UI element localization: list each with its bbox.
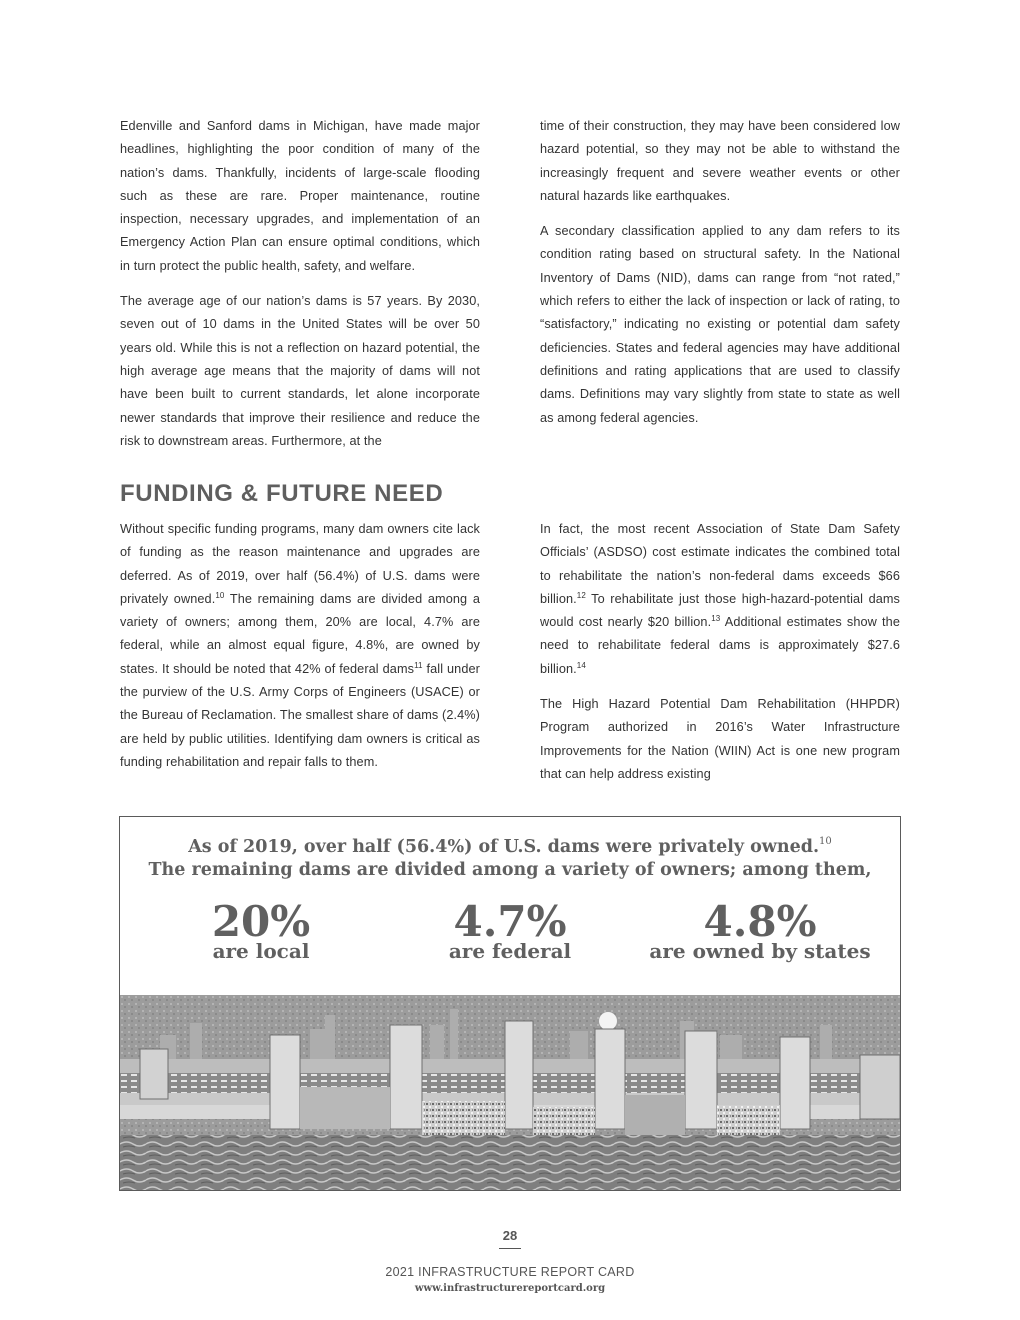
dam-illustration <box>120 995 900 1190</box>
stat-value: 20% <box>211 897 311 946</box>
stat-label: are local <box>212 939 310 963</box>
stat-states <box>630 897 890 963</box>
text-run: fall under the purview of the U.S. Army Corps of Engineers (USACE) or the Bureau of Reclamation. The smallest share of dams (2.4%) are held by public utilities. Identifying dam owners is critical as funding rehabilitation and repair falls to them. <box>120 661 480 769</box>
text-run: In fact, the most recent Association of State Dam Safety Officials’ (ASDSO) cost estimate indicates the combined total to rehabilitate the nation’s non-federal dams exceeds $66 billion. <box>540 522 900 606</box>
callout-text-panel <box>120 817 900 995</box>
stat-local <box>131 897 391 963</box>
paragraph: A secondary classification applied to any dam refers to its condition rating based on structural safety. In the National Inventory of Dams (NID), dams can range from “not rated,” which refers to either the lack of inspection or lack of rating, to “satisfactory,” indicating no existing or potential dam safety deficiencies. States and federal agencies may have additional definitions and rating applications that are used to classify dams. Definitions may vary slightly from state to state as well as among federal agencies. <box>540 224 900 425</box>
text-run: The remaining dams are divided among a variety of owners; among them, 20% are local, 4.7% are federal, while an almost equal figure, 4.8%, are owned by states. It should be noted that 42% of federal dams <box>120 591 481 676</box>
report-title: 2021 INFRASTRUCTURE REPORT CARD <box>385 1265 635 1279</box>
paragraph: The High Hazard Potential Dam Rehabilitation (HHPDR) Program authorized in 2016’s Water Infrastructure Improvements for the Nation (WIIN) Act is one new program that can help address existing <box>540 697 900 781</box>
paragraph: time of their construction, they may have been considered low hazard potential, so they may not be able to withstand the increasingly frequent and severe weather events or other natural hazards like earthquakes. <box>540 119 900 203</box>
footnote-ref: 13 <box>711 614 721 624</box>
report-url: www.infrastructurereportcard.org <box>414 1283 606 1294</box>
footnote-ref: 10 <box>215 590 225 600</box>
paragraph: The average age of our nation’s dams is 57 years. By 2030, seven out of 10 dams in the United States will be over 50 years old. While this is not a reflection on hazard potential, the high average age means that the majority of dams will not have been built to current standards, let alone incorporate newer standards that improve their resilience and reduce the risk to downstream areas. Furthermore, at the <box>120 294 480 448</box>
text-run: To rehabilitate just those high-hazard-potential dams would cost nearly $20 billion. <box>540 591 900 630</box>
section-heading: FUNDING & FUTURE NEED <box>120 480 444 507</box>
paragraph: Edenville and Sanford dams in Michigan, have made major headlines, highlighting the poor condition of many of the nation’s dams. Thankfully, incidents of large-scale flooding such as these are rare. Proper maintenance, routine inspection, necessary upgrades, and implementation of an Emergency Action Plan can ensure optimal conditions, which in turn protect the public health, safety, and welfare. <box>120 119 480 273</box>
callout-line-2: The remaining dams are divided among a variety of owners; among them, <box>148 860 872 880</box>
stat-label: are owned by states <box>649 939 871 963</box>
footnote-ref: 12 <box>576 590 586 600</box>
text-run: Additional estimates show the need to rehabilitate federal dams is approximately $27.6 billion. <box>540 615 900 676</box>
funding-right-column <box>540 518 900 798</box>
stat-value: 4.7% <box>453 897 567 946</box>
intro-left-column <box>120 115 480 465</box>
intro-right-column <box>540 115 900 442</box>
footnote-ref: 11 <box>414 660 423 670</box>
stat-federal <box>380 897 640 963</box>
footnote-ref: 14 <box>576 660 586 670</box>
page-number-underline <box>499 1248 521 1249</box>
page-number: 28 <box>502 1228 518 1243</box>
reservoir-water <box>120 1135 900 1190</box>
paragraph <box>120 518 480 774</box>
footnote-ref: 10 <box>819 836 832 847</box>
moon-icon <box>599 1012 617 1030</box>
callout-line-1 <box>120 837 900 857</box>
paragraph <box>540 518 900 681</box>
ownership-callout <box>119 816 901 1191</box>
text-run: Without specific funding programs, many dam owners cite lack of funding as the reason maintenance and upgrades are deferred. As of 2019, over half (56.4%) of U.S. dams were privately owned. <box>120 522 480 606</box>
stat-value: 4.8% <box>703 897 817 946</box>
funding-left-column <box>120 518 480 786</box>
callout-text: As of 2019, over half (56.4%) of U.S. dams were privately owned. <box>188 837 820 857</box>
stat-label: are federal <box>448 939 572 963</box>
